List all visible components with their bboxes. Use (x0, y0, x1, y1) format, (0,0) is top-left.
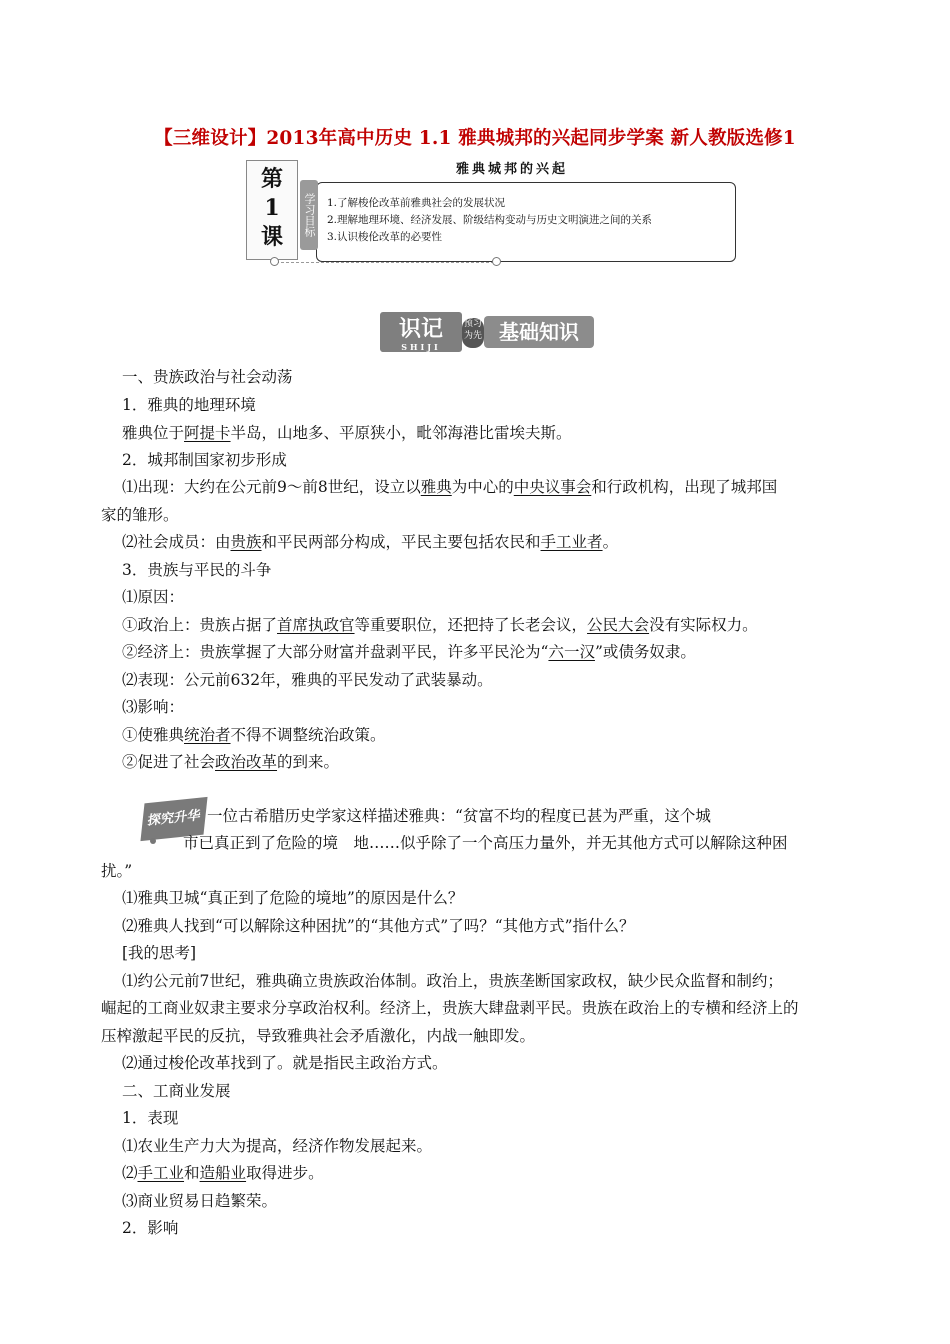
dot-icon (150, 838, 156, 844)
answer-blank: 手工业者 (540, 533, 603, 551)
thinking-label: [我的思考] (122, 944, 197, 962)
paragraph-line: 压榨激起平民的反抗，导致雅典社会矛盾激化，内战一触即发。 (101, 1027, 536, 1045)
paragraph-line: ⑵通过梭伦改革找到了。就是指民主政治方式。 (122, 1054, 448, 1072)
paragraph-line: ①使雅典统治者不得不调整统治政策。 (122, 726, 386, 744)
quote-line: 一位古希腊历史学家这样描述雅典：“贫富不均的程度已甚为严重，这个城 (207, 807, 711, 825)
goal-item: 3.认识梭伦改革的必要性 (327, 231, 443, 243)
answer-blank: 首席执政官 (277, 616, 355, 634)
paragraph-line: ②促进了社会政治改革的到来。 (122, 753, 340, 771)
quote-line: 市已真正到了危险的境 地……似乎除了一个高压力量外，并无其他方式可以解除这种困 (183, 834, 788, 852)
learning-goals-box (316, 182, 736, 262)
subsection-heading: 1．表现 (122, 1109, 179, 1127)
paragraph-line: ⑴约公元前7世纪，雅典确立贵族政治体制。政治上，贵族垄断国家政权，缺少民众监督和制约； (122, 972, 783, 990)
dot-icon (270, 257, 279, 266)
lesson-char: 课 (260, 224, 283, 250)
answer-blank: 六一汉 (548, 643, 595, 661)
answer-blank: 阿提卡 (184, 424, 231, 442)
learning-goals-tag: 学习目标 (300, 180, 318, 250)
answer-blank: 造船业 (199, 1164, 247, 1182)
document-title: 【三维设计】2013年高中历史 1.1 雅典城邦的兴起同步学案 新人教版选修1 (154, 128, 796, 149)
answer-blank: 雅典 (420, 478, 452, 496)
dashed-divider (276, 262, 494, 263)
dot-icon (492, 257, 501, 266)
subsection-heading: 2．影响 (122, 1219, 179, 1237)
answer-blank: 政治改革 (215, 753, 278, 771)
paragraph-line: 家的雏形。 (101, 506, 179, 524)
paragraph-line: ⑵手工业和造船业取得进步。 (122, 1164, 324, 1182)
paragraph-line: ⑴出现：大约在公元前9～前8世纪，设立以雅典为中心的中央议事会和行政机构，出现了城邦国 (122, 478, 778, 496)
lesson-number-box (246, 160, 298, 260)
paragraph-line: ①政治上：贵族占据了首席执政官等重要职位，还把持了长老会议，公民大会没有实际权力。 (122, 616, 758, 634)
subsection-heading: 2．城邦制国家初步形成 (122, 451, 287, 469)
lesson-char: 第 (260, 166, 283, 192)
paragraph-line: 雅典位于阿提卡半岛，山地多、平原狭小，毗邻海港比雷埃夫斯。 (122, 424, 572, 442)
answer-blank: 中央议事会 (513, 478, 592, 496)
goal-item: 2.理解地理环境、经济发展、阶级结构变动与历史文明演进之间的关系 (327, 214, 653, 226)
question-line: ⑵雅典人找到“可以解除这种困扰”的“其他方式”了吗？“其他方式”指什么？ (122, 917, 635, 935)
lesson-char: 1 (264, 195, 280, 221)
paragraph-line: ⑵表现：公元前632年，雅典的平民发动了武装暴动。 (122, 671, 493, 689)
paragraph-line: ⑶影响： (122, 698, 185, 716)
lesson-banner (246, 158, 740, 276)
lesson-heading: 雅典城邦的兴起 (456, 162, 569, 177)
goal-item: 1.了解梭伦改革前雅典社会的发展状况 (327, 197, 506, 209)
section-banner-shiji (380, 312, 602, 354)
paragraph-line: 崛起的工商业奴隶主要求分享政治权利。经济上，贵族大肆盘剥平民。贵族在政治上的专横和经济上的 (101, 999, 799, 1017)
section-heading: 一、贵族政治与社会动荡 (122, 368, 293, 386)
paragraph-line: ②经济上：贵族掌握了大部分财富并盘剥平民，许多平民沦为“六一汉”或债务奴隶。 (122, 643, 696, 661)
paragraph-line: ⑶商业贸易日趋繁荣。 (122, 1192, 278, 1210)
answer-blank: 贵族 (230, 533, 262, 551)
subsection-heading: 1．雅典的地理环境 (122, 396, 256, 414)
paragraph-line: ⑴原因： (122, 588, 185, 606)
section-heading: 二、工商业发展 (122, 1082, 231, 1100)
answer-blank: 统治者 (184, 726, 231, 744)
answer-blank: 手工业 (137, 1164, 185, 1182)
subsection-heading: 3．贵族与平民的斗争 (122, 561, 272, 579)
quote-line: 扰。” (101, 862, 133, 880)
question-line: ⑴雅典卫城“真正到了危险的境地”的原因是什么？ (122, 889, 464, 907)
paragraph-line: ⑴农业生产力大为提高，经济作物发展起来。 (122, 1137, 433, 1155)
answer-blank: 公民大会 (587, 616, 650, 634)
paragraph-line: ⑵社会成员：由贵族和平民两部分构成，平民主要包括农民和手工业者。 (122, 533, 619, 551)
tanjiu-badge: 探究升华 (140, 797, 207, 841)
shiji-label: 识记 SHIJI (380, 312, 462, 352)
basic-knowledge-label: 基础知识 (484, 316, 594, 348)
preview-badge: 预习为先 (462, 318, 484, 348)
